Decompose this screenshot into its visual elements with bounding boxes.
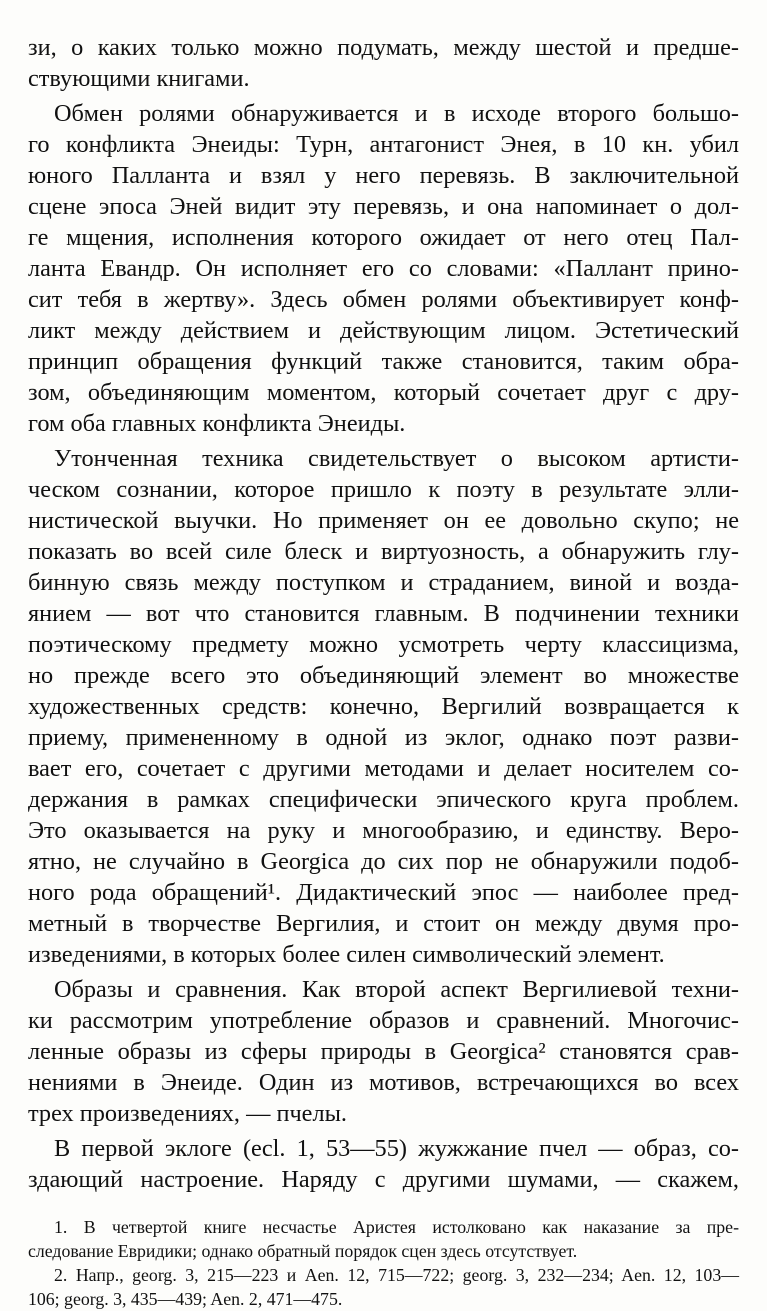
text-line: В первой эклоге (ecl. 1, 53—55) жужжание пчел — образ, со- xyxy=(54,1135,739,1162)
text-line: сцене эпоса Эней видит эту перевязь, и она напоминает о дол- xyxy=(28,193,739,220)
text-line: Обмен ролями обнаруживается и в исходе второго большо- xyxy=(54,100,739,127)
text-line: гом оба главных конфликта Энеиды. xyxy=(28,410,406,437)
text-line: изведениями, в которых более силен символический элемент. xyxy=(28,941,665,968)
text-line: принцип обращения функций также становится, таким обра- xyxy=(28,348,739,375)
text-line: ческом сознании, которое пришло к поэту в результате элли- xyxy=(28,476,739,503)
text-line: ятно, не случайно в Georgica до сих пор не обнаружили подоб- xyxy=(28,848,739,875)
body-text xyxy=(28,32,739,1195)
text-line: ного рода обращений¹. Дидактический эпос — наиболее пред- xyxy=(28,879,739,906)
text-line: Это оказывается на руку и многообразию, и единству. Веро- xyxy=(28,817,739,844)
text-line: ствующими книгами. xyxy=(28,65,250,92)
text-line: но прежде всего это объединяющий элемент во множестве xyxy=(28,662,739,689)
text-line: метный в творчестве Вергилия, и стоит он между двумя про- xyxy=(28,910,739,937)
footnote-line: 2. Напр., georg. 3, 215—223 и Aen. 12, 715—722; georg. 3, 232—234; Aen. 12, 103— xyxy=(54,1265,739,1285)
text-line: здающий настроение. Наряду с другими шумами, — скажем, xyxy=(28,1166,739,1193)
text-line: зом, объединяющим моментом, который сочетает друг с дру- xyxy=(28,379,739,406)
text-line: бинную связь между поступком и страданием, виной и возда- xyxy=(28,569,739,596)
text-line: нистической выучки. Но применяет он ее довольно скупо; не xyxy=(28,507,739,534)
text-line: художественных средств: конечно, Вергилий возвращается к xyxy=(28,693,739,720)
footnote-line: следование Евридики; однако обратный порядок сцен здесь отсутствует. xyxy=(28,1241,578,1261)
text-line: ге мщения, исполнения которого ожидает от него отец Пал- xyxy=(28,224,739,251)
text-line: ленные образы из сферы природы в Georgica² становятся срав- xyxy=(28,1038,739,1065)
text-line: трех произведениях, — пчелы. xyxy=(28,1100,347,1127)
text-line: держания в рамках специфически эпического круга проблем. xyxy=(28,786,739,813)
text-line: го конфликта Энеиды: Турн, антагонист Энея, в 10 кн. убил xyxy=(28,131,739,158)
text-line: зи, о каких только можно подумать, между шестой и предше- xyxy=(28,34,739,61)
text-line: янием — вот что становится главным. В подчинении техники xyxy=(28,600,739,627)
text-line: показать во всей силе блеск и виртуозность, а обнаружить глу- xyxy=(28,538,739,565)
text-line: сит тебя в жертву». Здесь обмен ролями объективирует конф- xyxy=(28,286,739,313)
text-line: нениями в Энеиде. Один из мотивов, встречающихся во всех xyxy=(28,1069,739,1096)
text-line: поэтическому предмету можно усмотреть черту классицизма, xyxy=(28,631,739,658)
text-line: Утонченная техника свидетельствует о высоком артисти- xyxy=(54,445,739,472)
text-line: ликт между действием и действующим лицом. Эстетический xyxy=(28,317,739,344)
text-line: Образы и сравнения. Как второй аспект Вергилиевой техни- xyxy=(54,976,739,1003)
text-line: вает его, сочетает с другими методами и делает носителем со- xyxy=(28,755,739,782)
footnote-line: 1. В четвертой книге несчастье Аристея истолковано как наказание за пре- xyxy=(54,1217,739,1237)
text-line: юного Палланта и взял у него перевязь. В заключительной xyxy=(28,162,739,189)
text-line: приему, примененному в одной из эклог, однако поэт разви- xyxy=(28,724,739,751)
text-line: ланта Евандр. Он исполняет его со словами: «Паллант прино- xyxy=(28,255,739,282)
text-line: ки рассмотрим употребление образов и сравнений. Многочис- xyxy=(28,1007,739,1034)
footnote-line: 106; georg. 3, 435—439; Aen. 2, 471—475. xyxy=(28,1289,343,1309)
footnotes xyxy=(28,1215,739,1311)
